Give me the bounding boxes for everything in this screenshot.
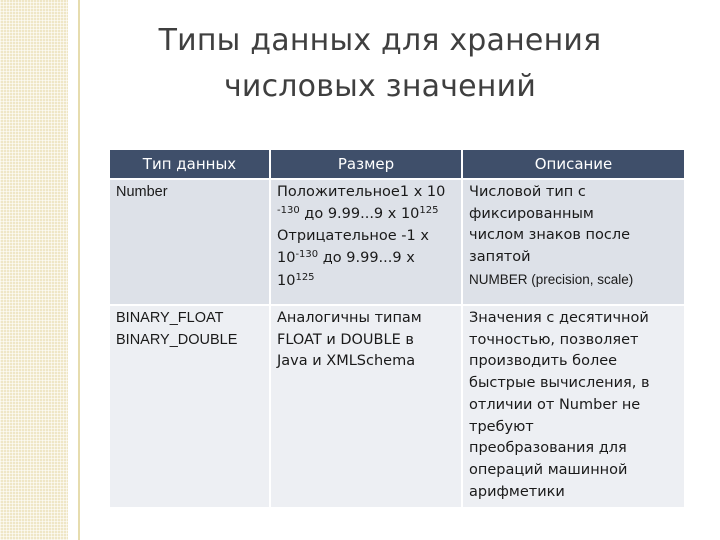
decorative-side-strip (0, 0, 68, 540)
description-line: быстрые вычисления, в (469, 375, 650, 392)
size-line: Отрицательное -1 х (277, 228, 429, 245)
description-line: NUMBER (precision, scale) (469, 271, 634, 287)
description-line: производить более (469, 353, 618, 370)
cell-type: Number (110, 179, 270, 305)
description-line: требуют (469, 418, 534, 435)
cell-size (270, 305, 462, 507)
description-line: запятой (469, 249, 531, 266)
cell-size (270, 179, 462, 305)
size-text: 10 (277, 250, 296, 267)
title-line-2: числовых значений (223, 69, 537, 104)
description-line: фиксированным (469, 205, 594, 222)
decorative-side-line (78, 0, 80, 540)
description-line: Числовой тип с (469, 184, 586, 200)
description-line: преобразования для (469, 440, 627, 457)
size-line: Аналогичны типам (277, 310, 422, 326)
superscript: -130 (277, 204, 300, 216)
cell-description (462, 305, 684, 507)
description-line: числом знаков после (469, 227, 631, 244)
header-type: Тип данных (110, 150, 270, 179)
description-line: точностью, позволяет (469, 331, 639, 348)
superscript: 125 (419, 204, 439, 216)
header-size: Размер (270, 150, 462, 179)
size-line: Java и XMLSchema (277, 353, 416, 370)
size-text: до 9.99...9 х 10 (299, 205, 420, 222)
size-line (277, 204, 455, 227)
description-line: арифметики (469, 483, 565, 500)
description-line: Значения с десятичной (469, 310, 649, 326)
description-line: операций машинной (469, 461, 628, 478)
cell-description (462, 179, 684, 305)
slide-title (150, 18, 610, 110)
superscript: -130 (295, 249, 319, 261)
title-line-1: Типы данных для хранения (158, 23, 602, 58)
table-header-row (110, 150, 684, 179)
type-line: BINARY_FLOAT (116, 310, 224, 326)
size-line: FLOAT и DOUBLE в (277, 331, 414, 348)
data-types-table (110, 150, 684, 507)
cell-type (110, 305, 270, 507)
superscript: 125 (295, 271, 315, 283)
size-line: Положительное1 х 10 (277, 184, 446, 200)
size-text: до 9.99...9 х 10 (277, 250, 415, 289)
table-row (110, 179, 684, 305)
header-description: Описание (462, 150, 684, 179)
description-line: отличии от Number не (469, 396, 641, 413)
type-line: BINARY_DOUBLE (116, 331, 238, 348)
table-row (110, 305, 684, 507)
size-line (277, 248, 455, 293)
